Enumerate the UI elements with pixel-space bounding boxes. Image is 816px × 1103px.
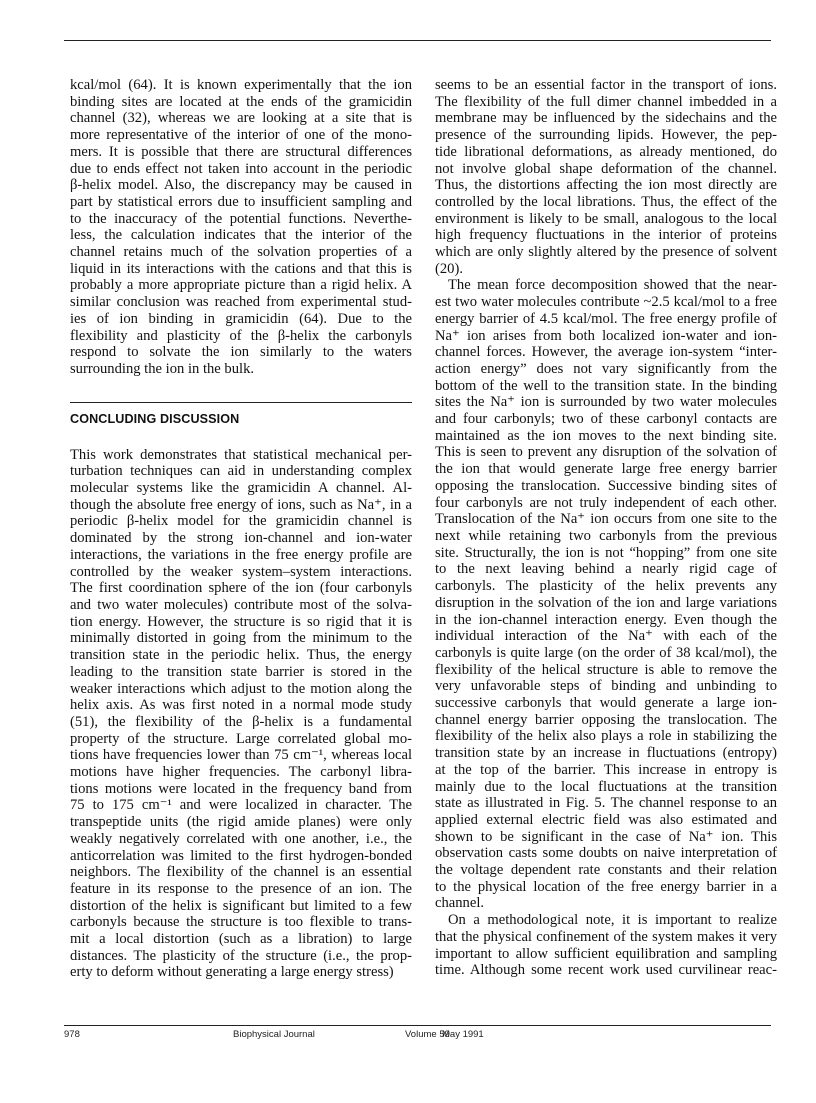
text-line: anticorrelation was limited to the first hydrogen-bonded xyxy=(70,847,412,864)
text-line: molecular systems like the gramicidin A channel. Al- xyxy=(70,480,412,497)
text-line: The flexibility of the full dimer channel imbedded in a xyxy=(435,93,777,110)
right-paragraph-2 xyxy=(435,277,777,912)
section-heading: CONCLUDING DISCUSSION xyxy=(70,411,240,426)
text-line: weaker interactions which adjust to the motion along the xyxy=(70,680,412,697)
text-line: disruption in the solvation of the ion and large variations xyxy=(435,594,777,611)
text-line: erty to deform without generating a large energy stress) xyxy=(70,964,394,981)
text-line: On a methodological note, it is important to realize xyxy=(448,912,777,929)
text-line: the ion that would generate large free energy barrier xyxy=(435,461,777,478)
text-line: channel retains much of the solvation properties of a xyxy=(70,244,412,261)
text-line: The mean force decomposition showed that the near- xyxy=(448,277,777,294)
text-line: motions have higher frequencies. The carbonyl libra- xyxy=(70,764,412,781)
right-column xyxy=(435,77,777,979)
text-line: probably a more appropriate picture than a rigid helix. A xyxy=(70,277,412,294)
text-line: est two water molecules contribute ~2.5 kcal/mol to a free xyxy=(435,294,777,311)
text-line: to the next leaving behind a nearly rigid cage of xyxy=(435,561,777,578)
text-line: high frequency fluctuations in the interior of proteins xyxy=(435,227,777,244)
text-line: successive carbonyls that would generate a large ion- xyxy=(435,695,777,712)
text-line: transpeptide units (the rigid amide planes) were only xyxy=(70,814,412,831)
text-line: more representative of the interior of one of the mono- xyxy=(70,127,412,144)
left-paragraph-1 xyxy=(70,77,412,378)
text-line: which are only slightly altered by the presence of solvent xyxy=(435,244,777,261)
right-paragraph-3 xyxy=(435,912,777,979)
text-line: energy barrier of 4.5 kcal/mol. The free energy profile of xyxy=(435,310,777,327)
text-line: surrounding the ion in the bulk. xyxy=(70,360,255,377)
text-line: β-helix model. Also, the discrepancy may be caused in xyxy=(70,177,412,194)
text-line: membrane may be influenced by the sidechains and the xyxy=(435,110,777,127)
text-line: ies of ion binding in gramicidin (64). Due to the xyxy=(70,310,412,327)
text-line: time. Although some recent work used curvilinear reac- xyxy=(435,962,777,979)
text-line: (51), the flexibility of the β-helix is a fundamental xyxy=(70,713,412,730)
footer-rule xyxy=(64,1025,771,1026)
text-line: tions motions were located in the frequency band from xyxy=(70,780,412,797)
text-line: transition state in the periodic helix. Thus, the energy xyxy=(70,647,412,664)
text-line: helix axis. As was first noted in a normal mode study xyxy=(70,697,412,714)
text-line: and two water molecules) contribute most of the solva- xyxy=(70,596,412,613)
text-line: mit a local distortion (such as a libration) to large xyxy=(70,931,412,948)
text-line: individual interaction of the Na⁺ with each of the xyxy=(435,628,777,645)
text-line: mainly due to the local fluctuations at the transition xyxy=(435,778,777,795)
text-line: tion energy. However, the structure is so rigid that it is xyxy=(70,613,412,630)
text-line: carbonyls is quite large (on the order of 38 kcal/mol), the xyxy=(435,644,777,661)
text-line: applied external electric field was also estimated and xyxy=(435,811,777,828)
text-line: action energy” does not vary significantly from the xyxy=(435,360,777,377)
text-line: property of the structure. Large correlated global mo- xyxy=(70,730,412,747)
text-line: This is seen to prevent any disruption of the solvation of xyxy=(435,444,777,461)
text-line: weakly negatively correlated with one another, i.e., the xyxy=(70,830,412,847)
text-line: This work demonstrates that statistical mechanical per- xyxy=(70,446,412,463)
text-line: opposing the translocation. Successive binding sites of xyxy=(435,477,777,494)
text-line: to the physical location of the free energy barrier in a xyxy=(435,878,777,895)
text-line: leading to the transition state barrier is stored in the xyxy=(70,663,412,680)
text-line: turbation techniques can aid in understanding complex xyxy=(70,463,412,480)
text-line: maintained as the ion moves to the next binding site. xyxy=(435,427,777,444)
text-line: shown to be significant in the case of Na⁺ ion. This xyxy=(435,828,777,845)
text-line: flexibility of the helical structure is able to remove the xyxy=(435,661,777,678)
text-line: (20). xyxy=(435,260,463,277)
text-line: similar conclusion was reached from experimental stud- xyxy=(70,294,412,311)
text-line: not involve global shape deformation of the channel. xyxy=(435,160,777,177)
text-line: tide librational deformations, as already mentioned, do xyxy=(435,143,777,160)
text-line: The first coordination sphere of the ion (four carbonyls xyxy=(70,580,412,597)
text-line: 75 to 175 cm⁻¹ and were localized in character. The xyxy=(70,797,412,814)
text-line: though the absolute free energy of ions, such as Na⁺, in a xyxy=(70,496,412,513)
text-line: in the ion-channel interaction energy. Even though the xyxy=(435,611,777,628)
text-line: at the top of the barrier. This increase in entropy is xyxy=(435,761,777,778)
text-line: liquid in its interactions with the cations and that this is xyxy=(70,260,412,277)
text-line: flexibility and plasticity of the β-helix the carbonyls xyxy=(70,327,412,344)
text-line: sites the Na⁺ ion is surrounded by two water molecules xyxy=(435,394,777,411)
page-number: 978 xyxy=(64,1029,80,1040)
text-line: Translocation of the Na⁺ ion occurs from one site to the xyxy=(435,511,777,528)
text-line: kcal/mol (64). It is known experimentally that the ion xyxy=(70,77,412,93)
left-paragraph-2 xyxy=(70,447,412,982)
text-line: bottom of the well to the transition state. In the binding xyxy=(435,377,777,394)
text-line: to the inaccuracy of the potential functions. Neverthe- xyxy=(70,210,412,227)
text-line: channel. xyxy=(435,895,485,912)
text-line: channel forces. However, the average ion-system “inter- xyxy=(435,344,777,361)
text-line: part by statistical errors due to insufficient sampling and xyxy=(70,193,412,210)
text-line: minimally distorted in going from the minimum to the xyxy=(70,630,412,647)
volume-label: Volume 59 xyxy=(405,1029,450,1040)
journal-name: Biophysical Journal xyxy=(233,1029,315,1040)
text-line: due to ends effect not taken into account in the periodic xyxy=(70,160,412,177)
text-line: channel energy barrier opposing the translocation. The xyxy=(435,711,777,728)
text-line: dominated by the strong ion-channel and ion-water xyxy=(70,530,412,547)
text-line: observation casts some doubts on naive interpretation of xyxy=(435,845,777,862)
section-rule xyxy=(70,402,412,403)
text-line: very unfavorable steps of binding and unbinding to xyxy=(435,678,777,695)
issue-date: May 1991 xyxy=(442,1029,484,1040)
text-line: feature in its response to the presence of an ion. The xyxy=(70,880,412,897)
text-line: and four carbonyls; two of these carbonyl contacts are xyxy=(435,411,777,428)
text-line: important to allow sufficient equilibration and sampling xyxy=(435,945,777,962)
text-line: binding sites are located at the ends of the gramicidin xyxy=(70,93,412,110)
text-line: presence of the surrounding lipids. However, the pep- xyxy=(435,127,777,144)
text-line: transition state by an increase in fluctuations (entropy) xyxy=(435,745,777,762)
text-line: controlled by the local librations. Thus, the effect of the xyxy=(435,193,777,210)
text-line: Thus, the distortions affecting the ion most directly are xyxy=(435,177,777,194)
text-line: site. Structurally, the ion is not “hopping” from one site xyxy=(435,544,777,561)
text-line: mers. It is possible that there are structural differences xyxy=(70,143,412,160)
text-line: flexibility of the helix also plays a role in stabilizing the xyxy=(435,728,777,745)
text-line: the voltage dependent rate constants and their relation xyxy=(435,862,777,879)
left-column xyxy=(70,77,412,981)
text-line: four carbonyls are not truly independent of each other. xyxy=(435,494,777,511)
right-paragraph-1 xyxy=(435,77,777,277)
text-line: that the physical confinement of the system makes it very xyxy=(435,928,777,945)
text-line: less, the calculation indicates that the interior of the xyxy=(70,227,412,244)
text-line: distances. The plasticity of the structure (i.e., the prop- xyxy=(70,947,412,964)
header-rule xyxy=(64,40,771,41)
text-line: neighbors. The flexibility of the channel is an essential xyxy=(70,864,412,881)
text-line: carbonyls because the structure is too flexible to trans- xyxy=(70,914,412,931)
text-line: Na⁺ ion arises from both localized ion-water and ion- xyxy=(435,327,777,344)
text-line: distortion of the helix is significant but limited to a few xyxy=(70,897,412,914)
text-line: interactions, the variations in the free energy profile are xyxy=(70,546,412,563)
text-line: state as illustrated in Fig. 5. The channel response to an xyxy=(435,795,777,812)
text-line: environment is likely to be small, analogous to the local xyxy=(435,210,777,227)
text-line: controlled by the weaker system–system interactions. xyxy=(70,563,412,580)
text-line: channel (32), whereas we are looking at a site that is xyxy=(70,110,412,127)
text-line: carbonyls. The plasticity of the helix prevents any xyxy=(435,578,777,595)
text-line: tions have frequencies lower than 75 cm⁻¹, whereas local xyxy=(70,747,412,764)
text-line: respond to solvate the ion similarly to the waters xyxy=(70,344,412,361)
text-line: periodic β-helix model for the gramicidin channel is xyxy=(70,513,412,530)
text-line: next while retaining two carbonyls from the previous xyxy=(435,527,777,544)
text-line: seems to be an essential factor in the transport of ions. xyxy=(435,77,777,93)
